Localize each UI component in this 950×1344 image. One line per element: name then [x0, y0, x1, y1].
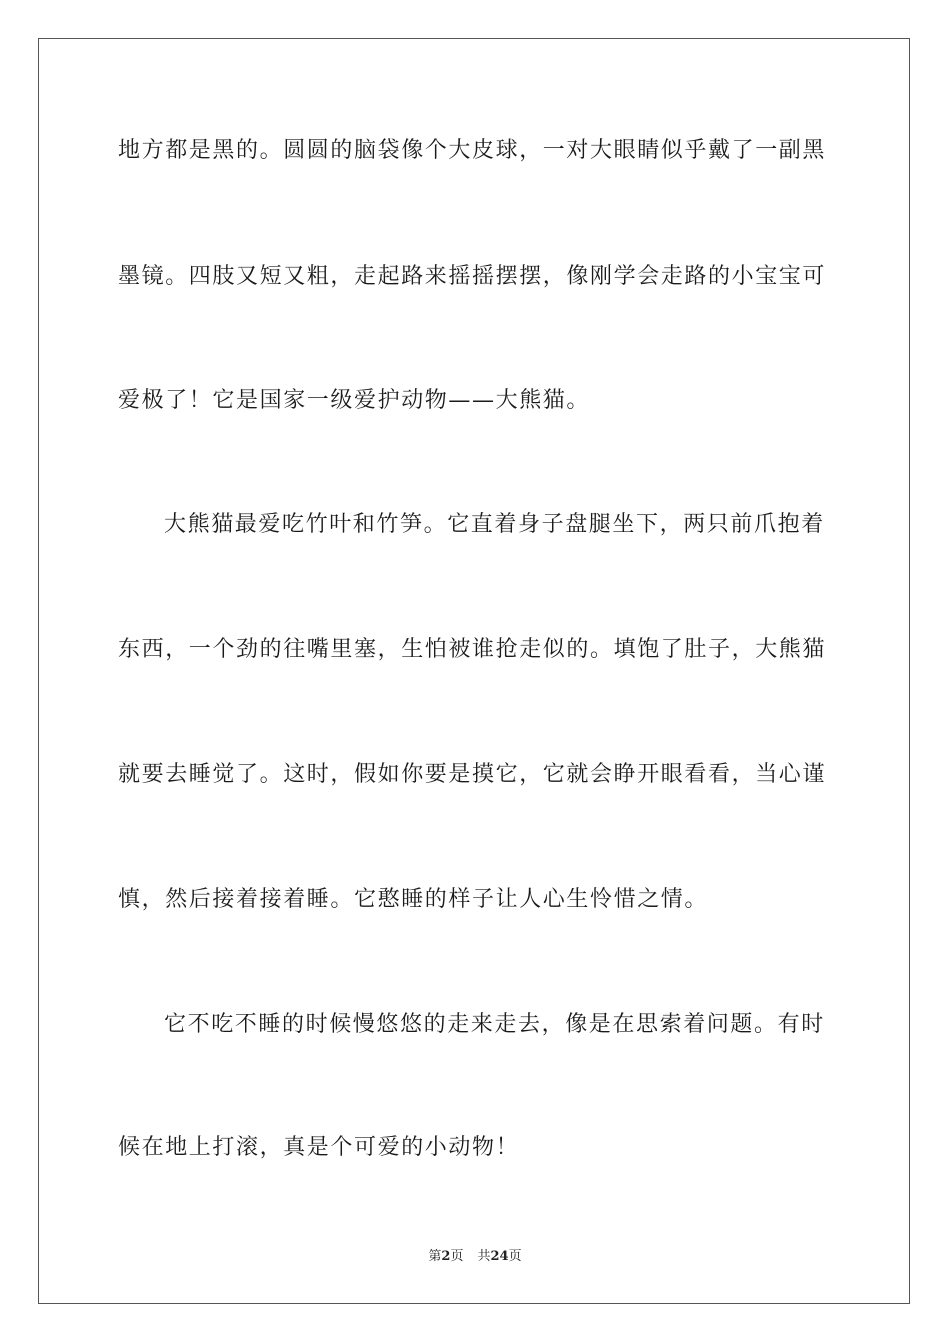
text-line-9: 候在地上打滚，真是个可爱的小动物！: [118, 1135, 520, 1160]
text-line-1: 地方都是黑的。圆圆的脑袋像个大皮球，一对大眼睛似乎戴了一副黑: [118, 138, 827, 163]
total-suffix: 页: [508, 1249, 522, 1264]
text-line-8: 它不吃不睡的时候慢悠悠的走来走去，像是在思索着问题。有时: [164, 1012, 825, 1037]
total-pages: 24: [490, 1249, 509, 1264]
page-suffix: 页: [450, 1249, 464, 1264]
text-line-4: 大熊猫最爱吃竹叶和竹笋。它直着身子盘腿坐下，两只前爪抱着: [164, 512, 825, 537]
page-prefix: 第: [428, 1249, 442, 1264]
text-line-6: 就要去睡觉了。这时，假如你要是摸它，它就会睁开眼看看，当心谨: [118, 762, 827, 787]
page-footer: [0, 1248, 950, 1266]
total-prefix: 共: [477, 1249, 491, 1264]
text-line-2: 墨镜。四肢又短又粗，走起路来摇摇摆摆，像刚学会走路的小宝宝可: [118, 264, 827, 289]
text-line-5: 东西，一个劲的往嘴里塞，生怕被谁抢走似的。填饱了肚子，大熊猫: [118, 637, 827, 662]
page-number: 2: [441, 1249, 451, 1264]
page-border: [38, 38, 910, 1304]
text-line-7: 慎，然后接着接着睡。它憨睡的样子让人心生怜惜之情。: [118, 887, 709, 912]
text-line-3: 爱极了！它是国家一级爱护动物——大熊猫。: [118, 388, 591, 413]
